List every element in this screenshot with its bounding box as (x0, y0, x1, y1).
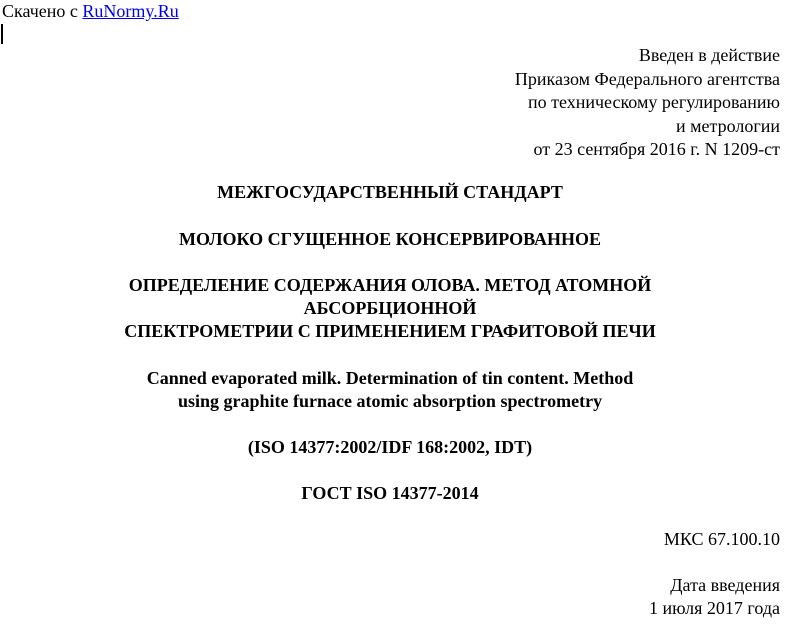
standard-type: МЕЖГОСУДАРСТВЕННЫЙ СТАНДАРТ (217, 182, 563, 202)
enactment-line: и метрологии (676, 115, 780, 136)
enactment-line: по техническому регулированию (527, 92, 780, 113)
source-line (2, 0, 179, 22)
source-link[interactable]: RuNormy.Ru (82, 1, 179, 21)
source-prefix: Скачено с (2, 1, 83, 21)
english-title: Canned evaporated milk. Determination of tin content. Method using graphite furnace atomic absorption spectrometry (146, 368, 634, 411)
mks-code: МКС 67.100.10 (663, 529, 780, 549)
enactment-line: от 23 сентября 2016 г. N 1209-ст (533, 139, 780, 160)
iso-reference: (ISO 14377:2002/IDF 168:2002, IDT) (247, 437, 533, 457)
intro-date-value: 1 июля 2017 года (649, 598, 780, 618)
intro-date-block (649, 574, 780, 620)
document-title: МОЛОКО СГУЩЕННОЕ КОНСЕРВИРОВАННОЕ (179, 229, 601, 249)
enactment-line: Введен в действие (638, 45, 780, 65)
intro-date-label: Дата введения (670, 575, 780, 595)
enactment-block (515, 44, 780, 162)
enactment-line: Приказом Федерального агентства (514, 68, 780, 89)
text-cursor (1, 24, 3, 44)
gost-number: ГОСТ ISO 14377-2014 (301, 483, 479, 503)
document-subtitle: ОПРЕДЕЛЕНИЕ СОДЕРЖАНИЯ ОЛОВА. МЕТОД АТОМНОЙ АБСОРБЦИОННОЙ СПЕКТРОМЕТРИИ С ПРИМЕНЕНИЕМ ГРАФИТОВОЙ ПЕЧИ (124, 275, 656, 341)
